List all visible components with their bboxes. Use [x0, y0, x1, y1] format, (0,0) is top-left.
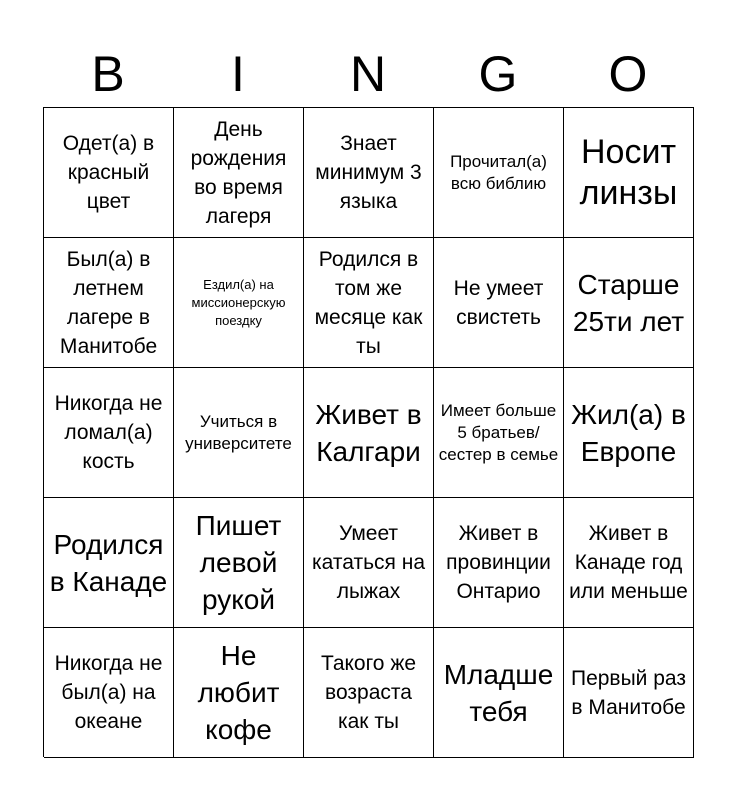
bingo-cell[interactable] — [434, 238, 564, 368]
cell-text: Живет в провинции Онтарио — [446, 522, 551, 603]
bingo-cell[interactable] — [44, 108, 174, 238]
bingo-cell[interactable] — [44, 368, 174, 498]
header-letter-i: I — [231, 46, 245, 102]
bingo-cell[interactable] — [564, 238, 694, 368]
cell-text: Был(а) в летнем лагере в Манитобе — [59, 247, 158, 358]
bingo-header — [43, 40, 693, 108]
bingo-cell[interactable] — [304, 238, 434, 368]
cell-text: Прочитал(а) всю библию — [450, 151, 547, 193]
bingo-cell[interactable] — [434, 368, 564, 498]
bingo-cell[interactable] — [564, 368, 694, 498]
cell-text: Не любит кофе — [197, 640, 280, 745]
bingo-cell[interactable] — [174, 238, 304, 368]
bingo-cell[interactable] — [44, 498, 174, 628]
bingo-cell[interactable] — [174, 368, 304, 498]
cell-text: Такого же возраста как ты — [320, 652, 417, 733]
bingo-cell[interactable] — [564, 108, 694, 238]
bingo-cell[interactable] — [564, 628, 694, 758]
cell-text: Имеет больше 5 братьев/ сестер в семье — [438, 400, 559, 464]
cell-text: Жил(а) в Европе — [571, 398, 686, 467]
bingo-cell[interactable] — [174, 628, 304, 758]
cell-text: Носит линзы — [579, 132, 678, 212]
bingo-cell[interactable] — [564, 498, 694, 628]
cell-text: Знает минимум 3 языка — [315, 132, 422, 213]
cell-text: Ездил(а) на миссионерскую поездку — [191, 276, 286, 328]
header-letter-b: B — [91, 46, 125, 102]
cell-text: Не умеет свистеть — [453, 276, 544, 329]
cell-text: Родился в Канаде — [49, 528, 168, 597]
bingo-cell[interactable] — [44, 238, 174, 368]
cell-text: Старше 25ти лет — [572, 268, 685, 337]
header-letter-n: N — [349, 46, 387, 102]
cell-text: Одет(а) в красный цвет — [62, 132, 155, 213]
bingo-cell[interactable] — [44, 628, 174, 758]
cell-text: День рождения во время лагеря — [190, 117, 287, 228]
cell-text: Родился в том же месяце как ты — [314, 247, 423, 358]
bingo-cell[interactable] — [174, 498, 304, 628]
cell-text: Никогда не был(а) на океане — [54, 652, 163, 733]
bingo-cell[interactable] — [304, 628, 434, 758]
cell-text: Учиться в университете — [185, 411, 292, 453]
bingo-cell[interactable] — [304, 368, 434, 498]
cell-text: Младше тебя — [443, 658, 554, 727]
header-letter-g: G — [478, 46, 518, 102]
bingo-cell[interactable] — [434, 498, 564, 628]
bingo-cell[interactable] — [434, 628, 564, 758]
cell-text: Живет в Калгари — [315, 398, 422, 467]
bingo-cell[interactable] — [304, 498, 434, 628]
header-letter-o: O — [608, 46, 648, 102]
cell-text: Первый раз в Манитобе — [570, 666, 687, 719]
bingo-cell[interactable] — [434, 108, 564, 238]
bingo-board — [43, 107, 694, 757]
cell-text: Никогда не ломал(а) кость — [54, 392, 163, 473]
bingo-cell[interactable] — [174, 108, 304, 238]
cell-text: Умеет кататься на лыжах — [311, 522, 425, 603]
cell-text: Пишет левой рукой — [195, 510, 282, 615]
cell-text: Живет в Канаде год или меньше — [569, 522, 688, 603]
bingo-cell[interactable] — [304, 108, 434, 238]
